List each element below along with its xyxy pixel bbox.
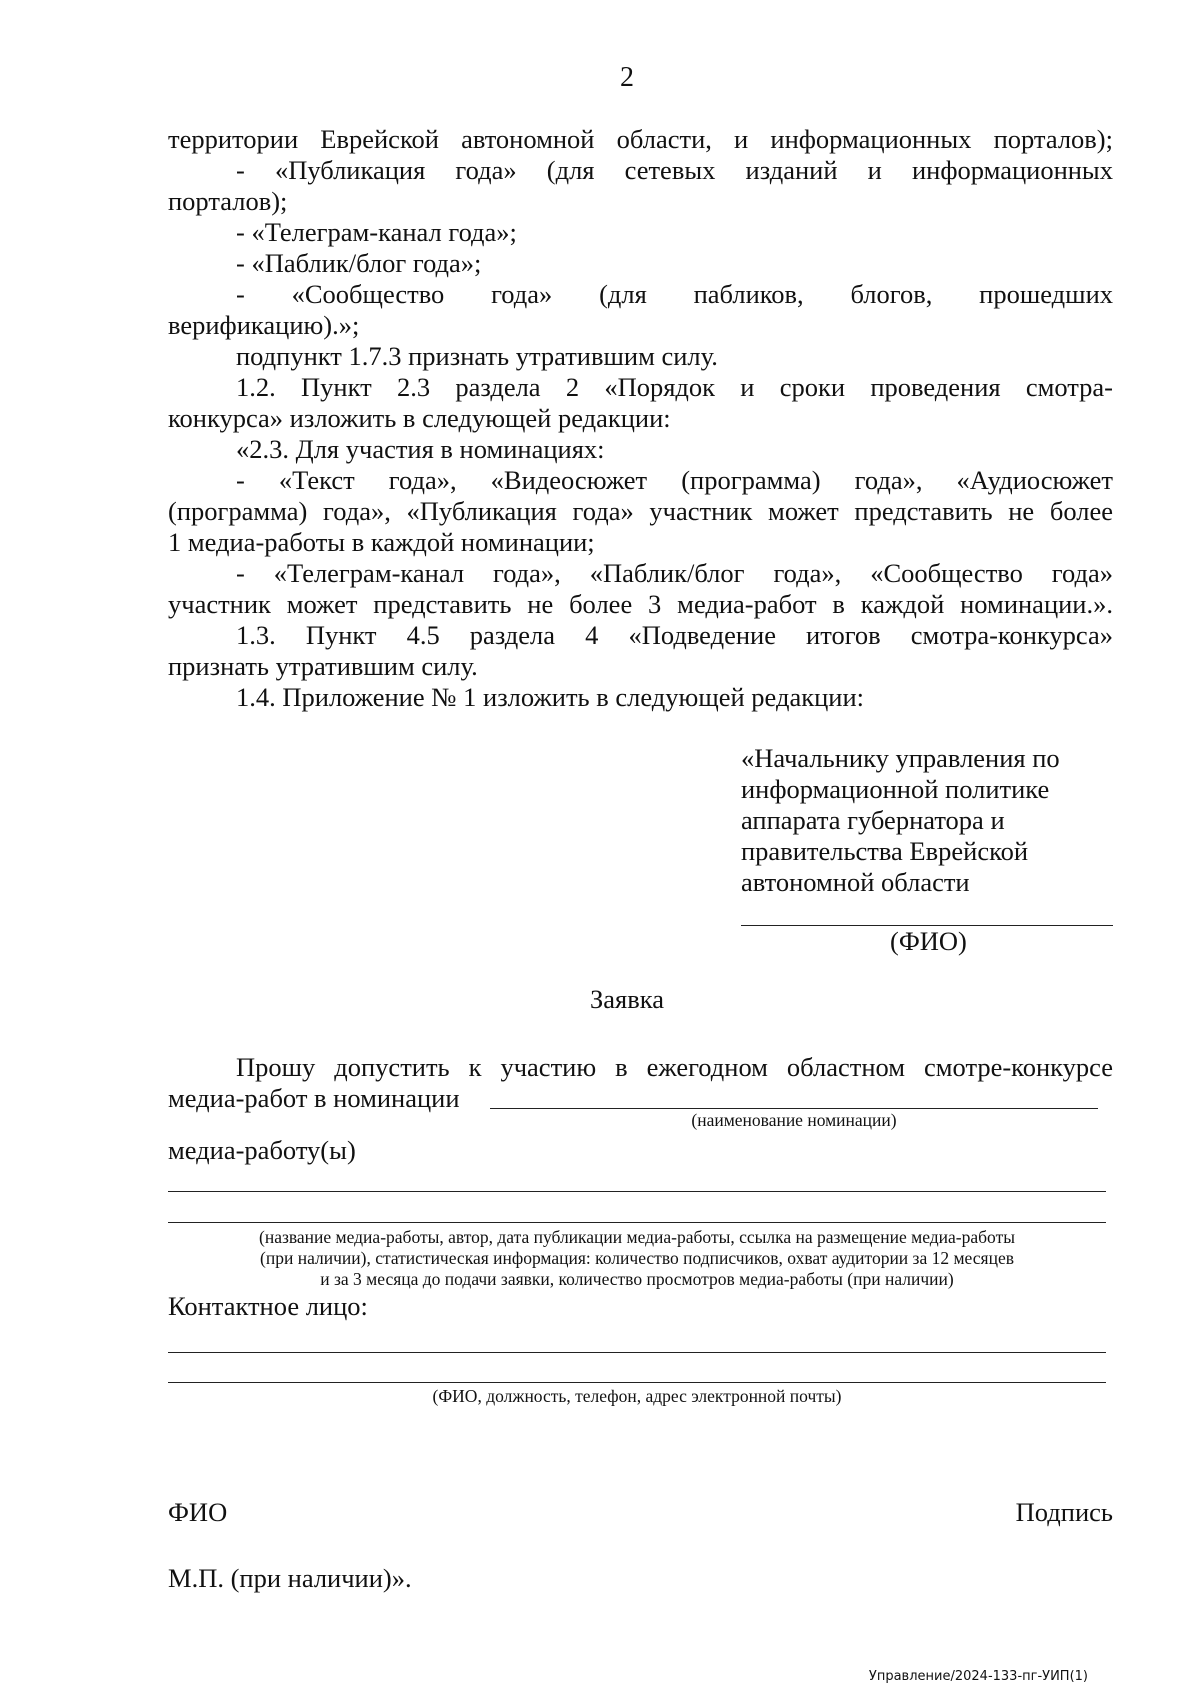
media-work-blank-line bbox=[168, 1191, 1106, 1192]
media-work-caption-line: (при наличии), статистическая информация: количество подписчиков, охват аудитории за 12 месяцев bbox=[260, 1248, 1014, 1268]
body-line: 1.3. Пункт 4.5 раздела 4 «Подведение итогов смотра-конкурса» bbox=[236, 620, 1113, 650]
body-line: верификацию).»; bbox=[168, 310, 360, 340]
body-line: 1.4. Приложение № 1 изложить в следующей редакции: bbox=[236, 682, 864, 712]
body-line: «2.3. Для участия в номинациях: bbox=[236, 434, 605, 464]
body-line: - «Текст года», «Видеосюжет (программа) года», «Аудиосюжет bbox=[236, 465, 1113, 495]
addressee-line: аппарата губернатора и bbox=[741, 805, 1005, 835]
body-line: 1.2. Пункт 2.3 раздела 2 «Порядок и сроки проведения смотра- bbox=[236, 372, 1113, 402]
fio-caption: (ФИО) bbox=[890, 926, 967, 956]
body-line: - «Телеграм-канал года»; bbox=[236, 217, 517, 247]
body-line: - «Публикация года» (для сетевых изданий и информационных bbox=[236, 155, 1113, 185]
signature-fio: ФИО bbox=[168, 1497, 228, 1527]
footer-code: Управление/2024-133-пг-УИП(1) bbox=[868, 1669, 1088, 1684]
body-line: подпункт 1.7.3 признать утратившим силу. bbox=[236, 341, 718, 371]
body-line: участник может представить не более 3 медиа-работ в каждой номинации.». bbox=[168, 589, 1113, 619]
page-number: 2 bbox=[620, 62, 634, 93]
request-line: медиа-работ в номинации bbox=[168, 1083, 460, 1113]
signature-label: Подпись bbox=[1015, 1497, 1113, 1527]
body-line: - «Паблик/блог года»; bbox=[236, 248, 482, 278]
body-line: - «Телеграм-канал года», «Паблик/блог года», «Сообщество года» bbox=[236, 558, 1113, 588]
nomination-blank-line bbox=[490, 1108, 1098, 1109]
body-line: - «Сообщество года» (для пабликов, блогов, прошедших bbox=[236, 279, 1113, 309]
request-line: Прошу допустить к участию в ежегодном областном смотре-конкурсе bbox=[236, 1052, 1113, 1082]
media-work-caption-line: (название медиа-работы, автор, дата публикации медиа-работы, ссылка на размещение медиа-работы bbox=[259, 1227, 1015, 1247]
media-work-label: медиа-работу(ы) bbox=[168, 1135, 356, 1165]
contact-blank-line bbox=[168, 1382, 1106, 1383]
body-line: конкурса» изложить в следующей редакции: bbox=[168, 403, 671, 433]
contact-label: Контактное лицо: bbox=[168, 1291, 368, 1321]
contact-blank-line bbox=[168, 1352, 1106, 1353]
stamp-label: М.П. (при наличии)». bbox=[168, 1563, 412, 1593]
media-work-caption-line: и за 3 месяца до подачи заявки, количество просмотров медиа-работы (при наличии) bbox=[320, 1269, 954, 1289]
body-line: (программа) года», «Публикация года» участник может представить не более bbox=[168, 496, 1113, 526]
contact-caption: (ФИО, должность, телефон, адрес электронной почты) bbox=[432, 1386, 842, 1406]
nomination-caption: (наименование номинации) bbox=[691, 1110, 897, 1130]
media-work-blank-line bbox=[168, 1222, 1106, 1223]
addressee-line: правительства Еврейской bbox=[741, 836, 1029, 866]
addressee-line: автономной области bbox=[741, 867, 970, 897]
body-line: территории Еврейской автономной области, и информационных порталов); bbox=[168, 124, 1113, 154]
body-line: порталов); bbox=[168, 186, 288, 216]
body-line: 1 медиа-работы в каждой номинации; bbox=[168, 527, 595, 557]
form-title: Заявка bbox=[590, 984, 664, 1014]
addressee-line: «Начальнику управления по bbox=[741, 743, 1060, 773]
addressee-line: информационной политике bbox=[741, 774, 1050, 804]
body-line: признать утратившим силу. bbox=[168, 651, 478, 681]
